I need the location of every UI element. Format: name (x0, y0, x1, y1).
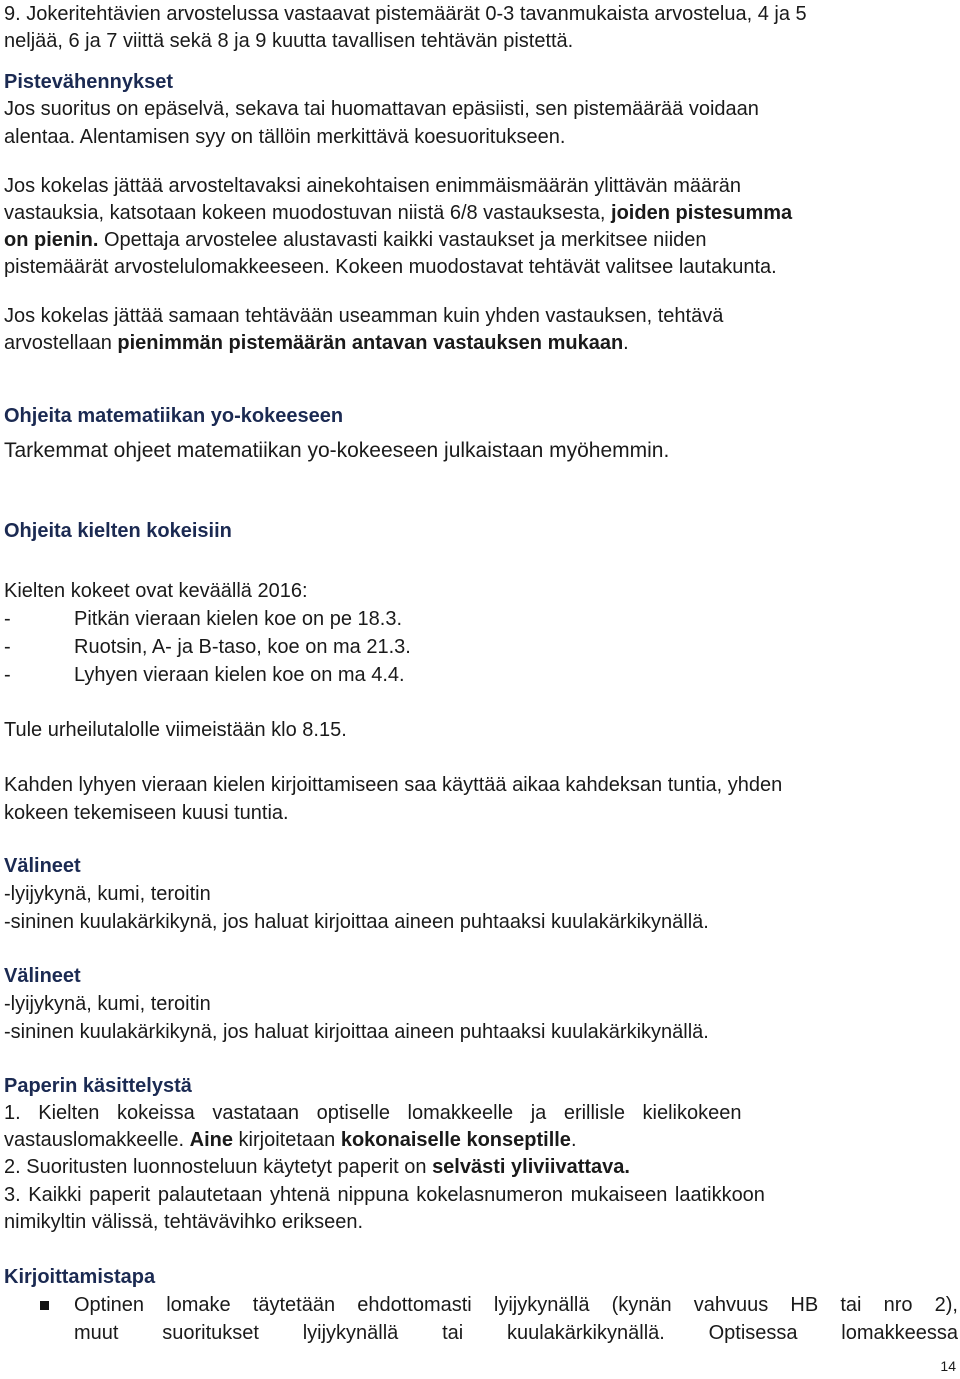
language-list-item (4, 662, 405, 689)
paper-item-1-d: kokonaiselle konseptille (340, 1129, 571, 1151)
tools-heading: Välineet (4, 855, 81, 877)
deductions-line-2: alentaa. Alentamisen syy on tällöin merkittävä koesuoritukseen. (4, 126, 566, 148)
style-heading: Kirjoittamistapa (4, 1266, 156, 1288)
paper-item-1-line-1: 1. Kielten kokeissa vastataan optiselle lomakkeelle ja erillisle kielikokeen (4, 1102, 742, 1124)
multiple-line-2 (4, 330, 958, 357)
language-item-text: Lyhyen vieraan kielen koe on ma 4.4. (74, 664, 405, 686)
language-list-item (4, 634, 411, 661)
dash-marker: - (4, 664, 11, 686)
excess-line-2-plain: vastauksia, katsotaan kokeen muodostuvan niistä 6/8 vastauksesta, (4, 202, 612, 224)
paper-item-1-c: kirjoitetaan (233, 1129, 341, 1151)
multiple-line-1: Jos kokelas jättää samaan tehtävään useamman kuin yhden vastauksen, tehtävä (4, 305, 724, 327)
multiple-line-2-bold: pienimmän pistemäärän antavan vastauksen mukaan (117, 332, 624, 354)
excess-line-4: pistemäärät arvostelulomakkeeseen. Kokeen muodostavat tehtävät valitsee lautakunta. (4, 256, 777, 278)
languages-intro: Kielten kokeet ovat keväällä 2016: (4, 580, 308, 602)
paper-item-2 (4, 1154, 958, 1181)
excess-line-3-plain: Opettaja arvostelee alustavasti kaikki vastaukset ja merkitsee niiden (98, 229, 707, 251)
square-bullet-icon (40, 1301, 49, 1310)
excess-line-1: Jos kokelas jättää arvosteltavaksi ainekohtaisen enimmäismäärän ylittävän määrän (4, 175, 742, 197)
tools-line-2: -sininen kuulakärkikynä, jos haluat kirjoittaa aineen puhtaaksi kuulakärkikynällä. (4, 1021, 709, 1043)
arrive-time: Tule urheilutalolle viimeistään klo 8.15. (4, 719, 347, 741)
bullet-line-2: muut suoritukset lyijykynällä tai kuulakärkikynällä. Optisessa lomakkeessa (74, 1322, 958, 1344)
paper-item-3-line-1: 3. Kaikki paperit palautetaan yhtenä nippuna kokelasnumeron mukaiseen laatikkoon (4, 1184, 765, 1206)
languages-heading: Ohjeita kielten kokeisiin (4, 520, 232, 542)
bullet-line-1: Optinen lomake täytetään ehdottomasti lyijykynällä (kynän vahvuus HB tai nro 2), (74, 1294, 958, 1316)
time-line-1: Kahden lyhyen vieraan kielen kirjoittamiseen saa käyttää aikaa kahdeksan tuntia, yhden (4, 774, 783, 796)
paper-item-1-e: . (570, 1129, 577, 1151)
paper-item-2-plain: 2. Suoritusten luonnosteluun käytetyt paperit on (4, 1156, 433, 1178)
language-item-text: Pitkän vieraan kielen koe on pe 18.3. (74, 608, 402, 630)
tools-line-2: -sininen kuulakärkikynä, jos haluat kirjoittaa aineen puhtaaksi kuulakärkikynällä. (4, 911, 709, 933)
math-heading: Ohjeita matematiikan yo-kokeeseen (4, 405, 344, 427)
paper-item-1-a: vastauslomakkeelle. (4, 1129, 190, 1151)
excess-line-2-bold: joiden pistesumma (611, 202, 793, 224)
paper-item-2-bold: selvästi yliviivattava. (432, 1156, 630, 1178)
paper-item-1-line-2 (4, 1127, 958, 1154)
excess-line-3 (4, 227, 958, 254)
dash-marker: - (4, 636, 11, 658)
math-text: Tarkemmat ohjeet matematiikan yo-kokeeseen julkaistaan myöhemmin. (4, 439, 670, 462)
tools-line-1: -lyijykynä, kumi, teroitin (4, 993, 211, 1015)
excess-line-3-bold: on pienin. (4, 229, 99, 251)
paper-item-3-line-2: nimikyltin välissä, tehtävävihko erikseen. (4, 1211, 364, 1233)
tools-line-1: -lyijykynä, kumi, teroitin (4, 883, 211, 905)
paper-item-1-b: Aine (189, 1129, 233, 1151)
deductions-line-1: Jos suoritus on epäselvä, sekava tai huomattavan epäsiisti, sen pistemäärää voidaan (4, 98, 759, 120)
paper-heading: Paperin käsittelystä (4, 1075, 192, 1097)
deductions-heading: Pistevähennykset (4, 71, 173, 93)
intro-line-2: neljää, 6 ja 7 viittä sekä 8 ja 9 kuutta tavallisen tehtävän pistettä. (4, 30, 574, 52)
time-line-2: kokeen tekemiseen kuusi tuntia. (4, 802, 289, 824)
intro-line-1: 9. Jokeritehtävien arvostelussa vastaavat pistemäärät 0-3 tavanmukaista arvostelua, 4 ja 5 (4, 3, 807, 25)
page-number: 14 (940, 1358, 956, 1374)
multiple-line-2-end: . (623, 332, 629, 354)
excess-line-2 (4, 200, 958, 227)
tools-heading: Välineet (4, 965, 81, 987)
multiple-line-2-plain: arvostellaan (4, 332, 118, 354)
language-item-text: Ruotsin, A- ja B-taso, koe on ma 21.3. (74, 636, 411, 658)
dash-marker: - (4, 608, 11, 630)
language-list-item (4, 606, 402, 633)
